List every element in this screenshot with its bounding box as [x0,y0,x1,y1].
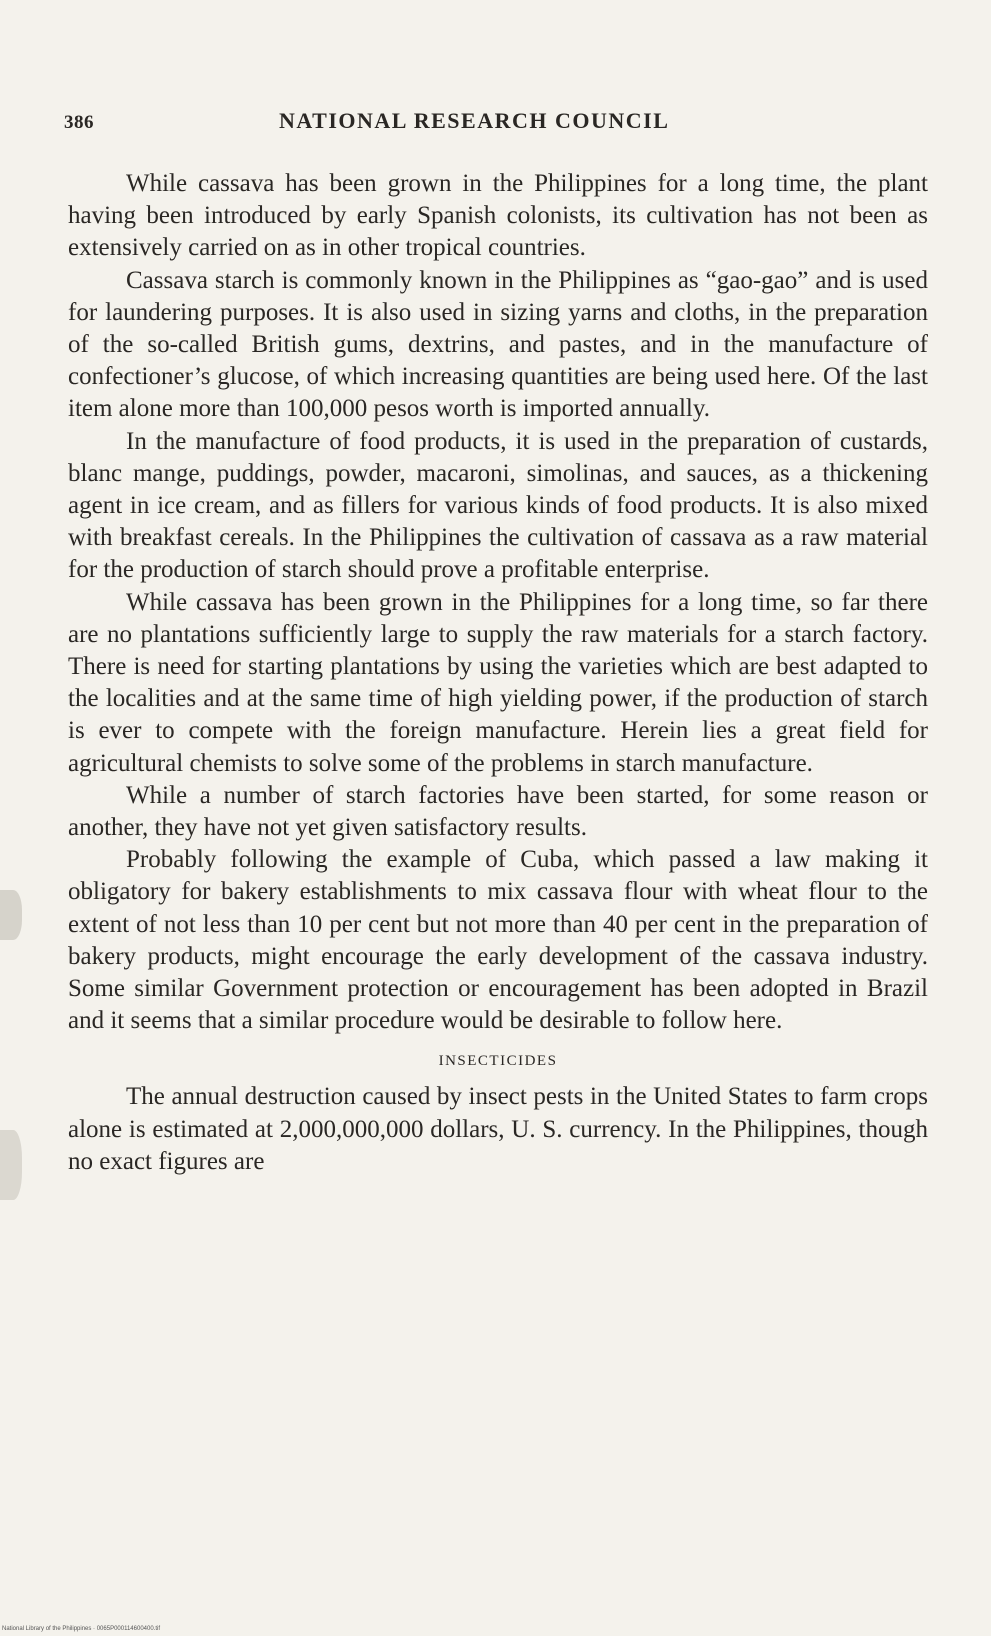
paragraph: In the manufacture of food products, it is used in the preparation of custards, blanc mange, puddings, powder, macaroni, simolinas, and sauces, as a thickening agent in ice cream, and as fillers for various kinds of food products. It is also mixed with breakfast cereals. In the Philippines the cultivation of cassava as a raw material for the production of starch should prove a profitable enterprise. [68,427,928,584]
page-number: 386 [64,112,94,133]
paragraph: Probably following the example of Cuba, which passed a law making it obligatory for bakery establishments to mix cassava flour with wheat flour to the extent of not less than 10 per cent but not more than 40 per cent in the preparation of bakery products, might encourage the early development of the cassava industry. Some similar Government protection or encouragement has been adopted in Brazil and it seems that a similar procedure would be desirable to follow here. [68,846,928,1035]
section-heading: INSECTICIDES [438,1053,558,1070]
paragraph: While cassava has been grown in the Philippines for a long time, so far there are no plantations sufficiently large to supply the raw materials for a starch factory. There is need for starting plantations by using the varieties which are best adapted to the localities and at the same time of high yielding power, if the production of starch is ever to compete with the foreign manufacture. Herein lies a great field for agricultural chemists to solve some of the problems in starch manufacture. [68,588,928,777]
paragraph: While cassava has been grown in the Philippines for a long time, the plant having been introduced by early Spanish colonists, its cultivation has not been as extensively carried on as in other tropical countries. [68,170,928,262]
paragraph: While a number of starch factories have been started, for some reason or another, they have not yet given satisfactory results. [68,781,928,842]
body-text [68,168,928,1178]
paragraph: The annual destruction caused by insect pests in the United States to farm crops alone is estimated at 2,000,000,000 dollars, U. S. currency. In the Philippines, though no exact figures are [68,1083,928,1175]
paragraph: Cassava starch is commonly known in the Philippines as “gao-gao” and is used for laundering purposes. It is also used in sizing yarns and cloths, in the preparation of the so-called British gums, dextrins, and pastes, and in the manufacture of confectioner’s glucose, of which increasing quantities are being used here. Of the last item alone more than 100,000 pesos worth is imported annually. [68,266,928,423]
running-head [64,108,934,138]
binding-shadow [0,1130,22,1200]
running-title: NATIONAL RESEARCH COUNCIL [279,108,670,133]
binding-shadow [0,890,22,940]
scan-footer: National Library of the Philippines · 0065P000114600400.tif [2,1626,160,1632]
